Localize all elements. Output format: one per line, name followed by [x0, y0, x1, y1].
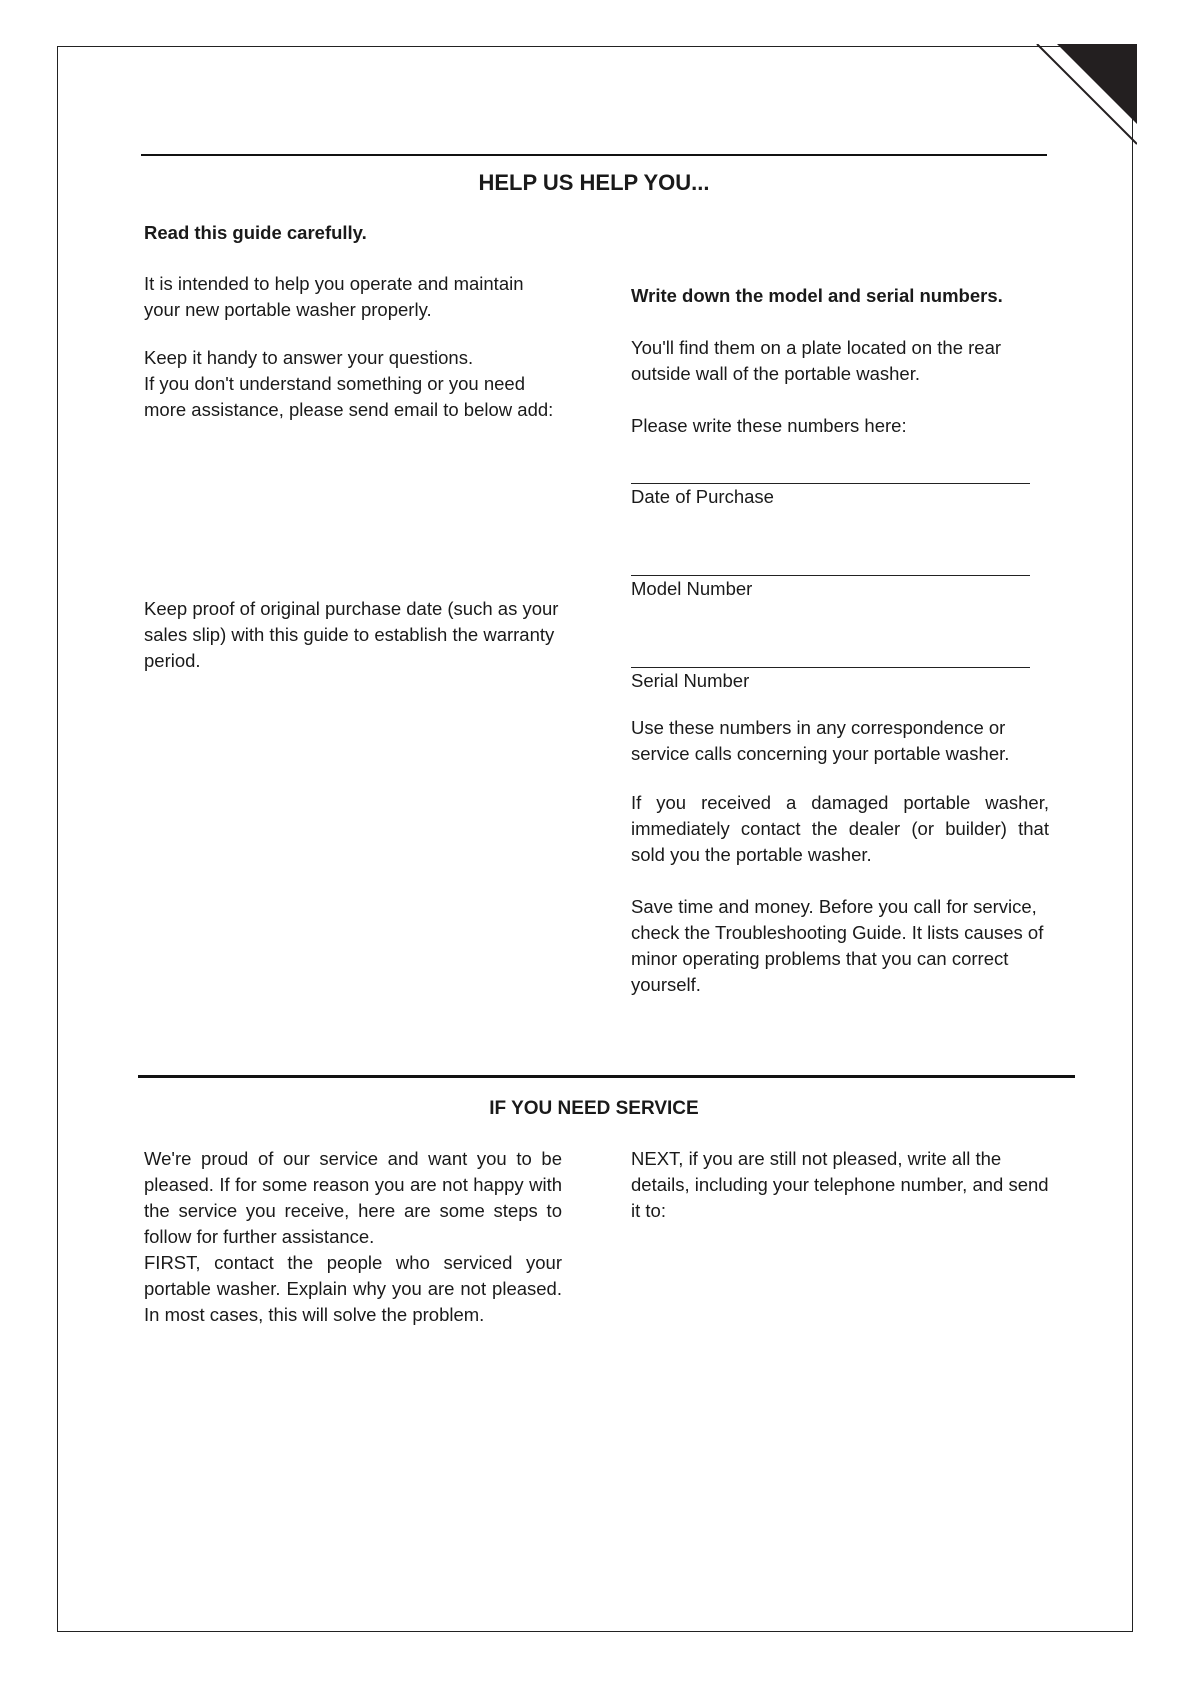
- write-here-text: Please write these numbers here:: [631, 415, 907, 436]
- proof-of-purchase-paragraph: Keep proof of original purchase date (such as your sales slip) with this guide to establish the warranty period.: [144, 598, 559, 671]
- use-numbers-paragraph: Use these numbers in any correspondence or service calls concerning your portable washer.: [631, 717, 1010, 764]
- plate-location-paragraph: You'll find them on a plate located on the rear outside wall of the portable washer.: [631, 337, 1002, 384]
- corner-tab-mark: [1033, 44, 1137, 148]
- serial-number-label: Serial Number: [631, 670, 750, 691]
- questions-block: [144, 345, 562, 423]
- write-numbers-heading: Write down the model and serial numbers.: [631, 285, 1003, 306]
- service-left-block: [144, 1146, 562, 1328]
- service-first-paragraph: FIRST, contact the people who serviced your portable washer. Explain why you are not pleased. In most cases, this will solve the problem.: [144, 1252, 562, 1325]
- service-next-paragraph: NEXT, if you are still not pleased, write all the details, including your telephone number, and send it to:: [631, 1148, 1049, 1221]
- save-time-paragraph: Save time and money. Before you call for service, check the Troubleshooting Guide. It lists causes of minor operating problems that you can correct yourself.: [631, 896, 1044, 995]
- top-divider: [141, 154, 1047, 156]
- assistance-text: If you don't understand something or you need more assistance, please send email to below add:: [144, 373, 554, 420]
- damaged-washer-paragraph: If you received a damaged portable washer, immediately contact the dealer (or builder) that sold you the portable washer.: [631, 792, 1049, 865]
- service-title: IF YOU NEED SERVICE: [489, 1098, 699, 1119]
- date-of-purchase-label: Date of Purchase: [631, 486, 774, 507]
- page-title: HELP US HELP YOU...: [478, 170, 710, 195]
- service-proud-paragraph: We're proud of our service and want you to be pleased. If for some reason you are not happy with the service you receive, here are some steps to follow for further assistance.: [144, 1148, 562, 1247]
- model-number-label: Model Number: [631, 578, 753, 599]
- intro-paragraph: It is intended to help you operate and maintain your new portable washer properly.: [144, 273, 524, 320]
- service-divider: [138, 1075, 1075, 1078]
- keep-handy-text: Keep it handy to answer your questions.: [144, 347, 474, 368]
- read-guide-heading: Read this guide carefully.: [144, 222, 367, 243]
